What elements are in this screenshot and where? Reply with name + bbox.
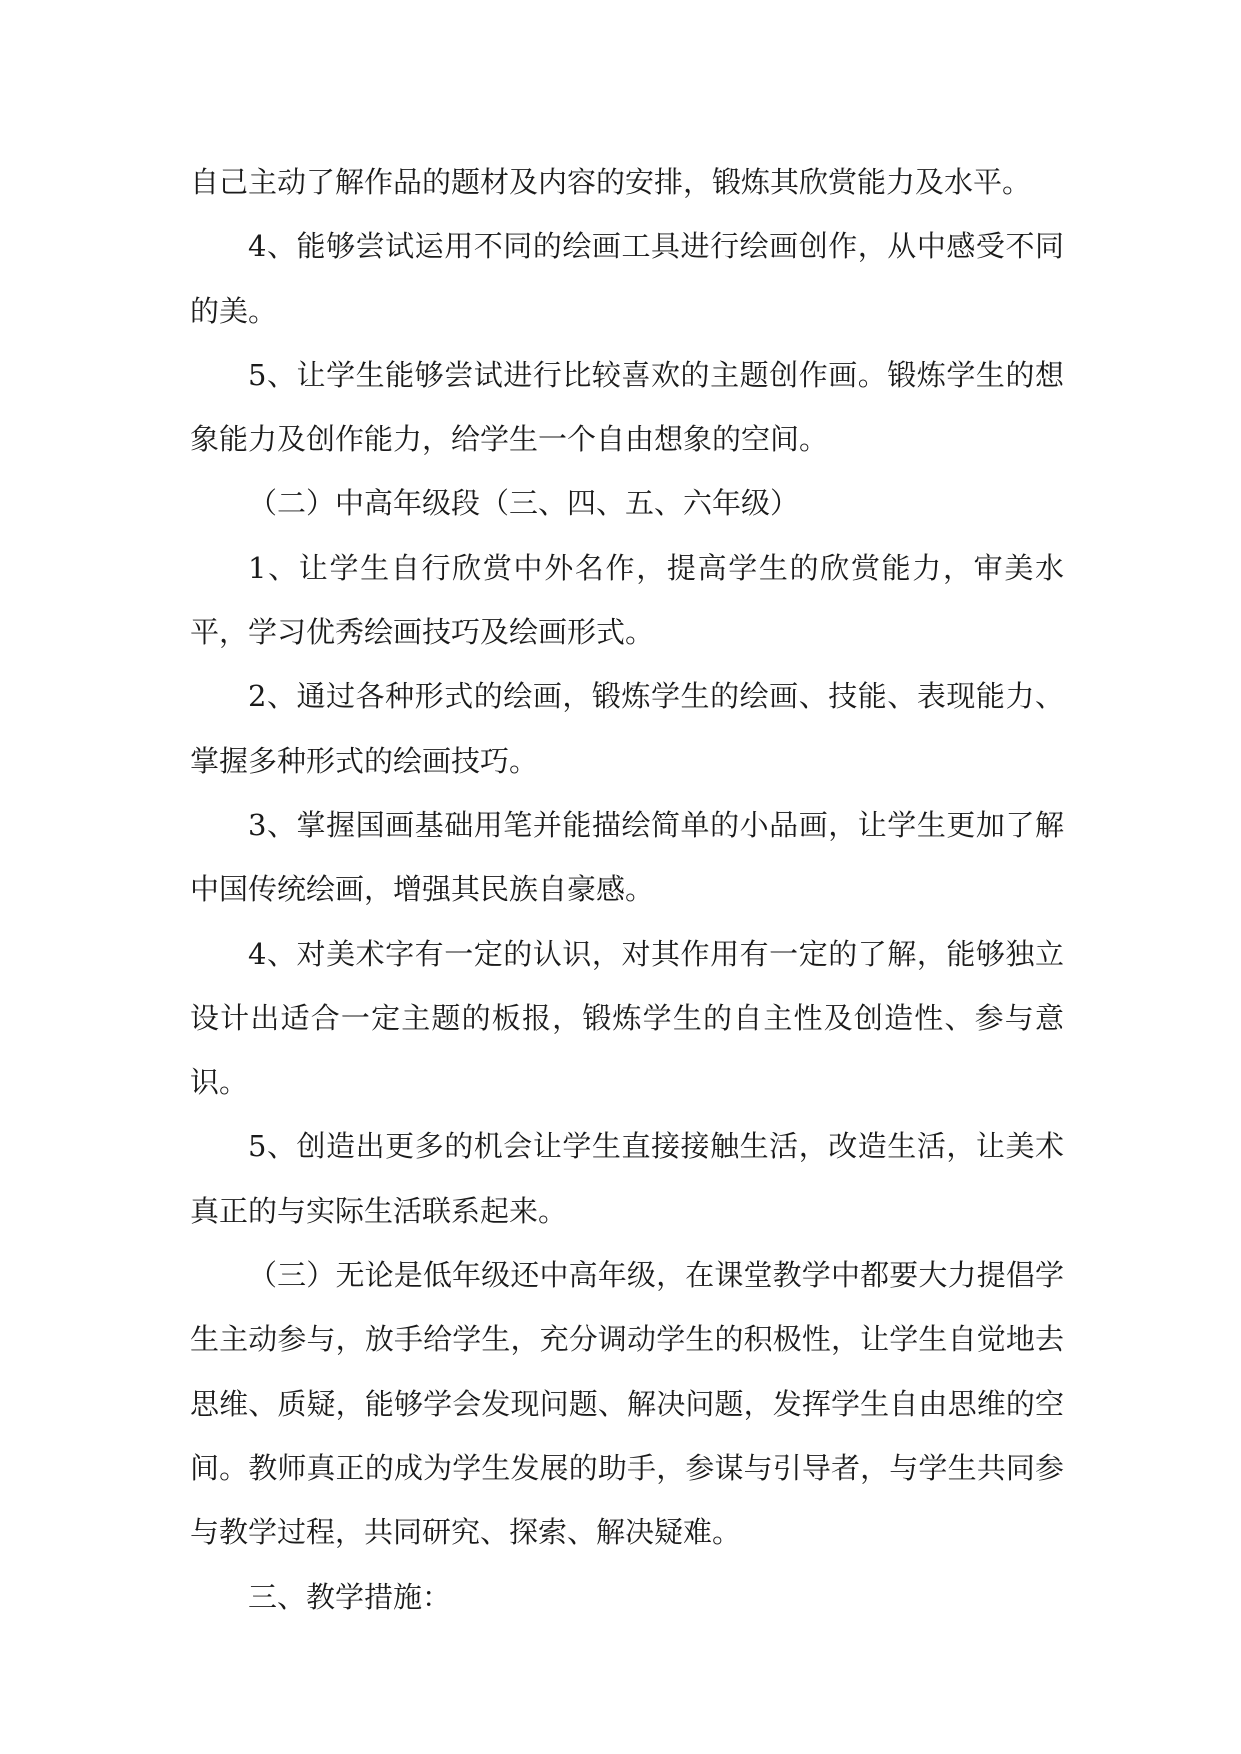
section-paragraph-participation: （三）无论是低年级还中高年级，在课堂教学中都要大力提倡学生主动参与，放手给学生，充分调动学生的积极性，让学生自觉地去思维、质疑，能够学会发现问题、解决问题，发挥学生自由思维的空间。教师真正的成为学生发展的助手，参谋与引导者，与学生共同参与教学过程，共同研究、探索、解决疑难。 (190, 1258, 1064, 1550)
paragraph-item-4-tools: 4、能够尝试运用不同的绘画工具进行绘画创作，从中感受不同的美。 (190, 229, 1064, 328)
paragraph-item-2-forms: 2、通过各种形式的绘画，锻炼学生的绘画、技能、表现能力、掌握多种形式的绘画技巧。 (190, 679, 1064, 778)
document-page (190, 150, 1064, 1629)
paragraph-item-3-chinese-painting: 3、掌握国画基础用笔并能描绘简单的小品画，让学生更加了解中国传统绘画，增强其民族自豪感。 (190, 807, 1064, 907)
section-heading-middle-grades: （二）中高年级段（三、四、五、六年级） (248, 486, 800, 521)
section-heading-teaching-measures: 三、教学措施： (248, 1579, 452, 1614)
paragraph-item-5-life: 5、创造出更多的机会让学生直接接触生活，改造生活，让美术真正的与实际生活联系起来。 (190, 1129, 1064, 1228)
paragraph-item-4-lettering: 4、对美术字有一定的认识，对其作用有一定的了解，能够独立设计出适合一定主题的板报，锻炼学生的自主性及创造性、参与意识。 (190, 936, 1064, 1100)
paragraph-item-5-theme: 5、让学生能够尝试进行比较喜欢的主题创作画。锻炼学生的想象能力及创作能力，给学生一个自由想象的空间。 (190, 357, 1064, 457)
paragraph-continuation: 自己主动了解作品的题材及内容的安排，锻炼其欣赏能力及水平。 (190, 165, 1032, 199)
paragraph-item-1-appreciation: 1、让学生自行欣赏中外名作，提高学生的欣赏能力，审美水平，学习优秀绘画技巧及绘画形式。 (190, 550, 1064, 650)
